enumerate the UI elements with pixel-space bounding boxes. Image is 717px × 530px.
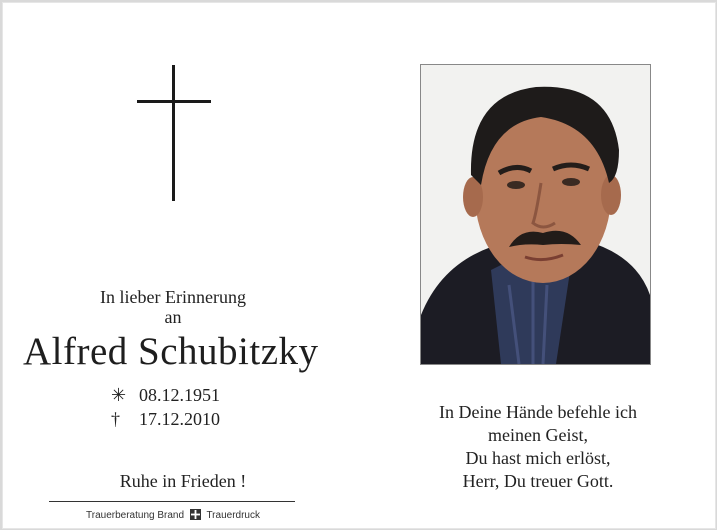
memory-line-1: In lieber Erinnerung (100, 287, 246, 307)
death-cross-icon: † (111, 409, 120, 429)
death-row (111, 407, 220, 431)
birth-date: 08.12.1951 (139, 385, 220, 405)
memory-line-2: an (164, 307, 182, 327)
printer-imprint (49, 509, 297, 521)
verse-line-4: Herr, Du treuer Gott. (462, 471, 614, 491)
birth-star-icon: ✳ (111, 385, 127, 405)
memory-heading (63, 287, 283, 327)
imprint-left: Trauerberatung Brand (86, 510, 185, 521)
deceased-name: Alfred Schubitzky (23, 330, 319, 373)
printer-logo-icon (190, 509, 201, 520)
farewell-text: Ruhe in Frieden ! (119, 471, 247, 491)
cross-icon (137, 65, 211, 201)
life-dates (111, 383, 220, 431)
verse-line-3: Du hast mich erlöst, (465, 448, 611, 468)
verse-line-1: In Deine Hände befehle ich (439, 402, 637, 422)
birth-row (111, 383, 220, 407)
imprint-right: Trauerdruck (206, 510, 260, 521)
memorial-card (2, 2, 716, 529)
divider (49, 501, 295, 502)
verse-text (413, 401, 663, 493)
death-date: 17.12.2010 (139, 409, 220, 429)
portrait-photo (420, 64, 651, 365)
portrait-image (421, 65, 650, 364)
verse-line-2: meinen Geist, (488, 425, 588, 445)
